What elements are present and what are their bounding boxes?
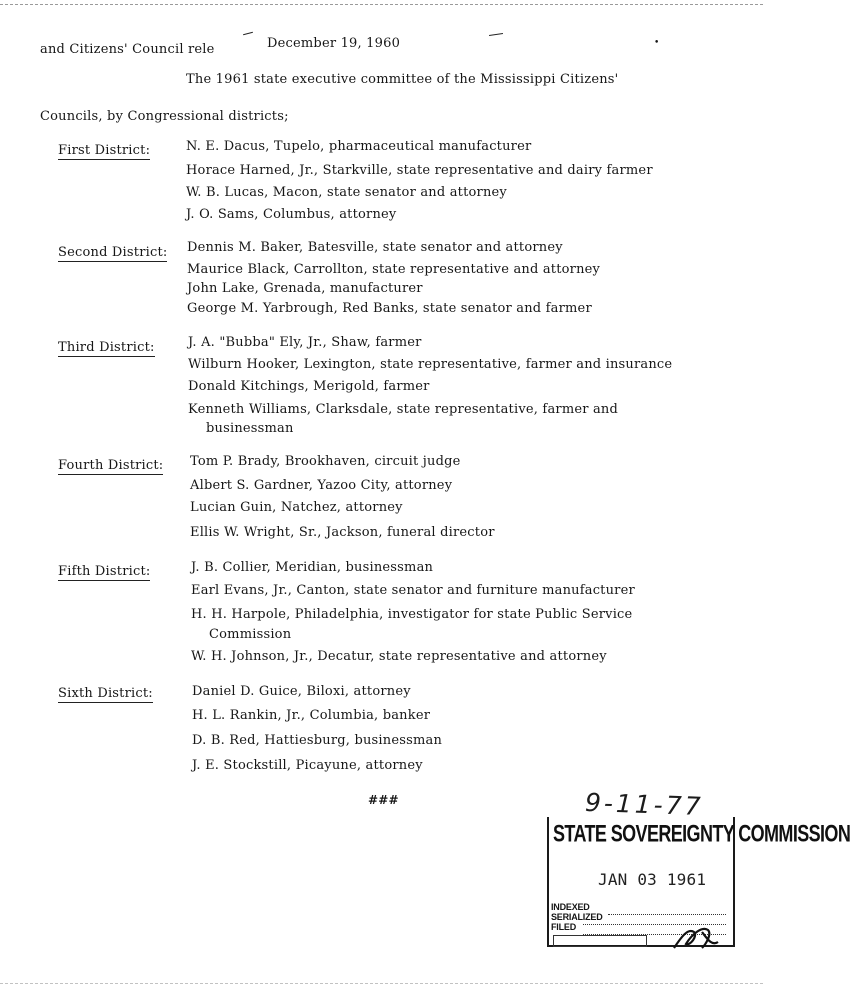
member-entry: J. A. "Bubba" Ely, Jr., Shaw, farmer — [188, 335, 422, 350]
stamp-file-box — [553, 935, 647, 947]
member-entry: Wilburn Hooker, Lexington, state representative, farmer and insurance — [188, 357, 673, 372]
scan-edge-top — [0, 4, 763, 5]
member-entry: Tom P. Brady, Brookhaven, circuit judge — [190, 454, 461, 469]
member-entry: Donald Kitchings, Merigold, farmer — [188, 379, 430, 394]
district-label-first: First District: — [58, 143, 151, 158]
member-entry: Maurice Black, Carrollton, state representative and attorney — [187, 262, 601, 277]
stamp-title: STATE SOVEREIGNTY COMMISSION — [553, 820, 850, 847]
member-entry: Earl Evans, Jr., Canton, state senator and furniture manufacturer — [191, 583, 635, 598]
member-entry: Lucian Guin, Natchez, attorney — [190, 500, 403, 515]
district-label-fifth: Fifth District: — [58, 564, 151, 579]
pen-mark — [243, 32, 253, 36]
stamp-dotted-line — [608, 914, 726, 915]
member-entry: H. L. Rankin, Jr., Columbia, banker — [192, 708, 431, 723]
member-entry: J. E. Stockstill, Picayune, attorney — [192, 758, 423, 773]
district-label-third: Third District: — [58, 340, 155, 355]
member-entry: Albert S. Gardner, Yazoo City, attorney — [190, 478, 453, 493]
intro-line-1: The 1961 state executive committee of the Mississippi Citizens' — [186, 72, 619, 87]
member-entry: Kenneth Williams, Clarksdale, state representative, farmer and — [188, 402, 619, 417]
district-label-second: Second District: — [58, 245, 168, 260]
member-entry: J. B. Collier, Meridian, businessman — [191, 560, 434, 575]
member-entry-continued: Commission — [209, 627, 292, 642]
stamp-serialized-label: SERIALIZED — [551, 912, 603, 922]
member-entry-continued: businessman — [206, 421, 294, 436]
stamp-handwritten-date: 9-11-77 — [584, 787, 705, 822]
speck-mark: • — [654, 38, 660, 48]
stamp-indexed-label: INDEXED — [551, 902, 590, 912]
district-label-fourth: Fourth District: — [58, 458, 164, 473]
member-entry: H. H. Harpole, Philadelphia, investigator for state Public Service — [191, 607, 633, 622]
member-entry: D. B. Red, Hattiesburg, businessman — [192, 733, 443, 748]
release-line: and Citizens' Council rele — [40, 42, 215, 57]
end-mark: ### — [368, 793, 399, 807]
member-entry: W. B. Lucas, Macon, state senator and attorney — [186, 185, 507, 200]
intro-line-2: Councils, by Congressional districts; — [40, 109, 289, 124]
stamp-date: JAN 03 1961 — [598, 870, 707, 889]
member-entry: J. O. Sams, Columbus, attorney — [186, 207, 397, 222]
district-label-sixth: Sixth District: — [58, 686, 153, 701]
member-entry: N. E. Dacus, Tupelo, pharmaceutical manufacturer — [186, 139, 532, 154]
member-entry: Ellis W. Wright, Sr., Jackson, funeral director — [190, 525, 495, 540]
member-entry: George M. Yarbrough, Red Banks, state senator and farmer — [187, 301, 592, 316]
member-entry: Dennis M. Baker, Batesville, state senator and attorney — [187, 240, 563, 255]
release-date: December 19, 1960 — [267, 36, 401, 51]
member-entry: Horace Harned, Jr., Starkville, state representative and dairy farmer — [186, 163, 653, 178]
member-entry: W. H. Johnson, Jr., Decatur, state representative and attorney — [191, 649, 607, 664]
pen-mark — [489, 33, 503, 36]
stamp-filed-label: FILED — [551, 922, 576, 932]
member-entry: John Lake, Grenada, manufacturer — [187, 281, 423, 296]
member-entry: Daniel D. Guice, Biloxi, attorney — [192, 684, 411, 699]
scan-edge-bottom — [0, 983, 763, 984]
handwritten-initials — [672, 922, 720, 952]
